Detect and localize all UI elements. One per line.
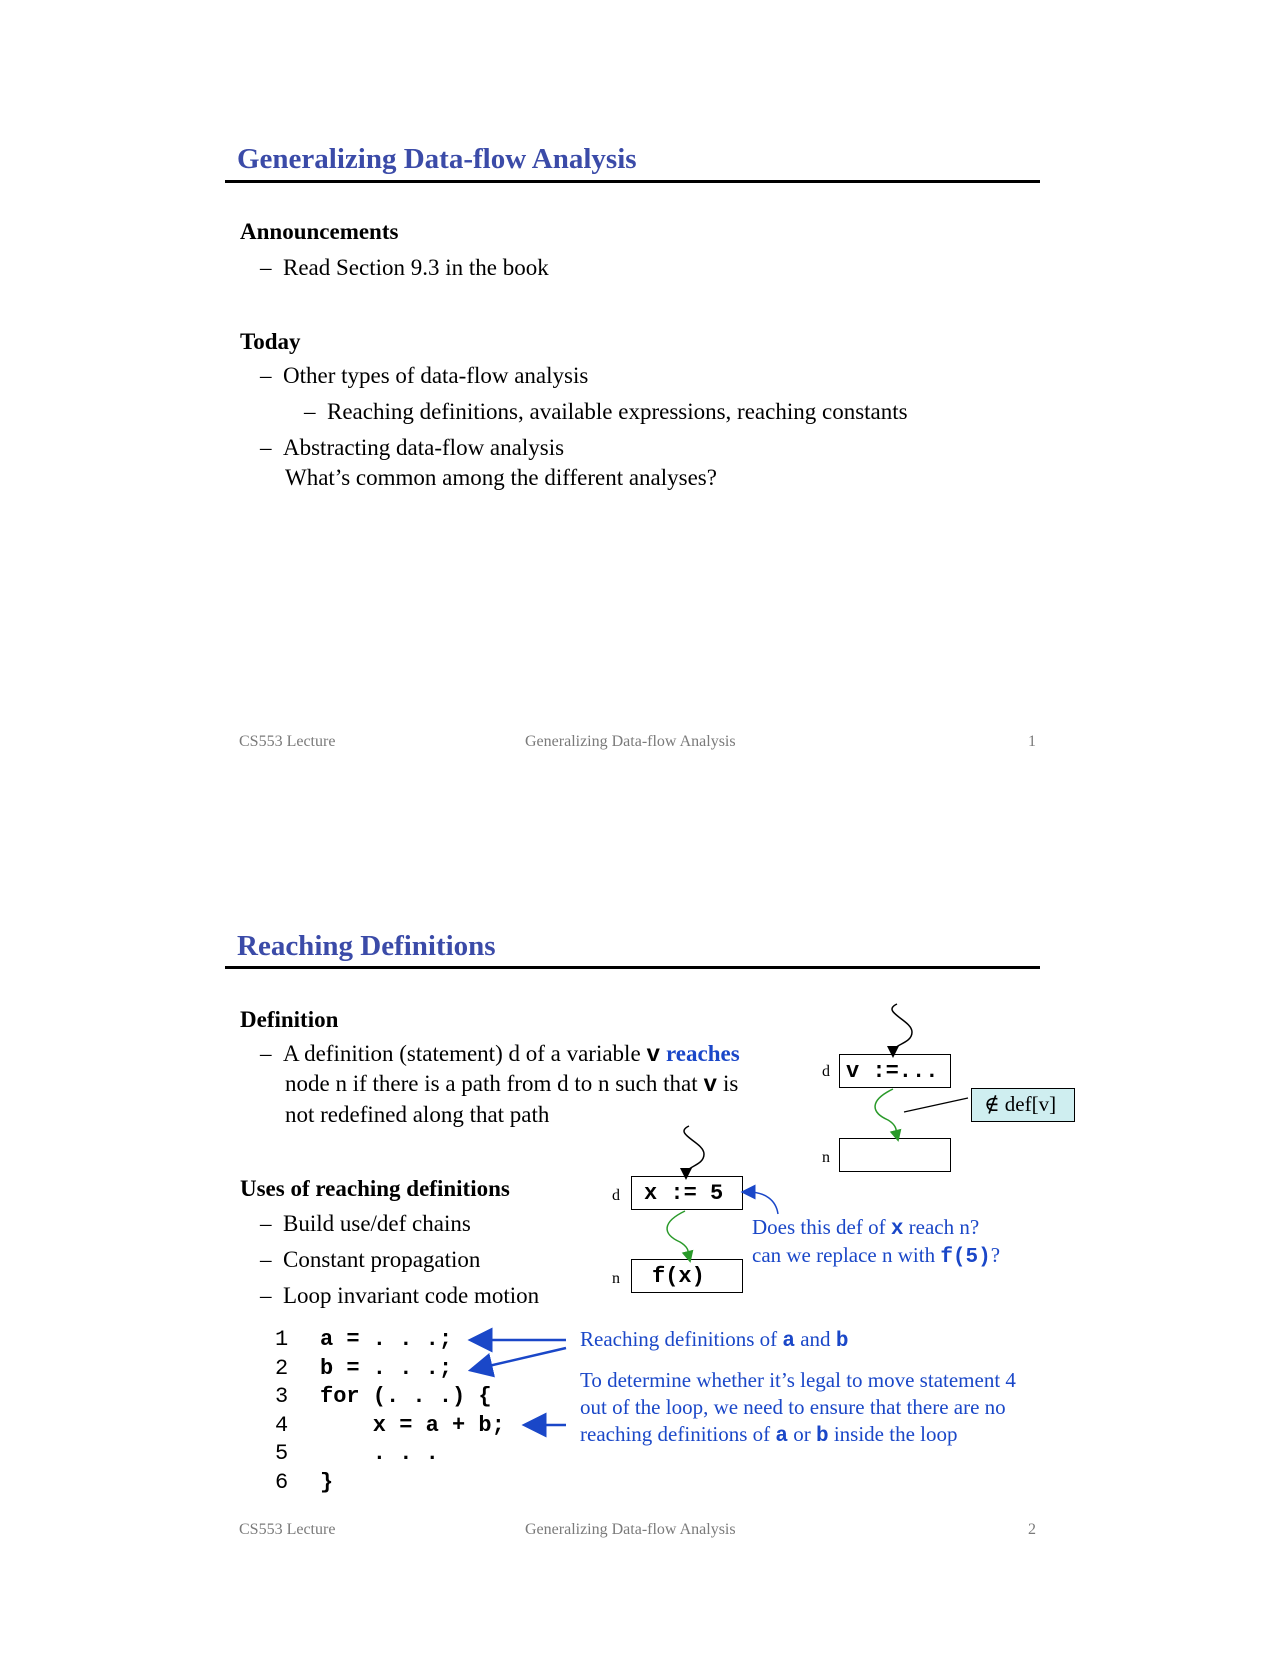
diagram2-incoming-arrow xyxy=(684,1126,704,1174)
sub-bullet-item: – Reaching definitions, available expressions, reaching constants xyxy=(304,399,908,424)
footer-center: Generalizing Data-flow Analysis xyxy=(525,1521,736,1538)
diagram2-question-2: can we replace n with f(5)? xyxy=(752,1243,1001,1269)
line-number: 2 xyxy=(275,1356,289,1381)
diagram2-question-1: Does this def of x reach n? xyxy=(752,1215,980,1241)
diagram1-note-text: ∉ def[v] xyxy=(984,1092,1057,1116)
slide-title: Generalizing Data-flow Analysis xyxy=(237,143,637,175)
code-note-reaching: Reaching definitions of a and b xyxy=(580,1327,849,1353)
code-note-line-1: To determine whether it’s legal to move statement 4 xyxy=(580,1368,1016,1392)
bullet-item: – Read Section 9.3 in the book xyxy=(260,255,549,280)
diagram1-incoming-arrow xyxy=(892,1004,912,1052)
today-heading: Today xyxy=(240,329,301,354)
line-number: 5 xyxy=(275,1441,289,1466)
bullet-item: – Constant propagation xyxy=(260,1247,481,1272)
code-note-line-2: out of the loop, we need to ensure that there are no xyxy=(580,1395,1006,1419)
announcements-heading: Announcements xyxy=(240,219,399,244)
diagram1-n-label: n xyxy=(822,1149,830,1166)
footer-page-number: 2 xyxy=(1028,1521,1036,1538)
bullet-continuation: What’s common among the different analyses? xyxy=(285,465,717,490)
bullet-item: – Abstracting data-flow analysis xyxy=(260,435,565,460)
line-number: 3 xyxy=(275,1384,289,1409)
code-line: a = . . .; xyxy=(320,1327,453,1352)
definition-heading: Definition xyxy=(240,1007,339,1032)
code-arrow-line-2 xyxy=(480,1348,566,1368)
footer-left: CS553 Lecture xyxy=(239,1521,336,1538)
diagram2-d-label: d xyxy=(612,1187,620,1204)
bullet-item: – Build use/def chains xyxy=(260,1211,471,1236)
code-line: b = . . .; xyxy=(320,1356,453,1381)
line-number: 1 xyxy=(275,1327,289,1352)
line-number: 6 xyxy=(275,1470,289,1495)
diagram2-path-arrow xyxy=(667,1211,689,1257)
definition-line-2: node n if there is a path from d to n such that v is xyxy=(285,1071,739,1098)
diagram1-path-arrow xyxy=(875,1089,897,1136)
code-line: x = a + b; xyxy=(320,1413,505,1438)
uses-heading: Uses of reaching definitions xyxy=(240,1176,510,1201)
code-line: } xyxy=(320,1470,334,1495)
footer-left: CS553 Lecture xyxy=(239,733,336,750)
code-line: . . . xyxy=(320,1441,439,1466)
bullet-item: – Loop invariant code motion xyxy=(260,1283,540,1308)
code-line: for (. . .) { xyxy=(320,1384,492,1409)
diagram2-def-text: x := 5 xyxy=(644,1181,724,1206)
diagram1-d-label: d xyxy=(822,1063,830,1080)
definition-line-3: not redefined along that path xyxy=(285,1102,550,1127)
footer-center: Generalizing Data-flow Analysis xyxy=(525,733,736,750)
slide-title: Reaching Definitions xyxy=(237,930,496,962)
diagram1-note-connector xyxy=(904,1098,968,1112)
code-note-line-3: reaching definitions of a or b inside the loop xyxy=(580,1422,958,1448)
line-number: 4 xyxy=(275,1413,289,1438)
diagram2-n-label: n xyxy=(612,1270,620,1287)
definition-line-1: – A definition (statement) d of a variable v reaches xyxy=(260,1041,740,1068)
bullet-item: – Other types of data-flow analysis xyxy=(260,363,589,388)
diagram1-def-text: v :=... xyxy=(846,1059,939,1084)
diagram2-node-n-text: f(x) xyxy=(652,1264,705,1289)
footer-page-number: 1 xyxy=(1028,733,1036,750)
diagram2-question-arrow xyxy=(748,1192,778,1214)
